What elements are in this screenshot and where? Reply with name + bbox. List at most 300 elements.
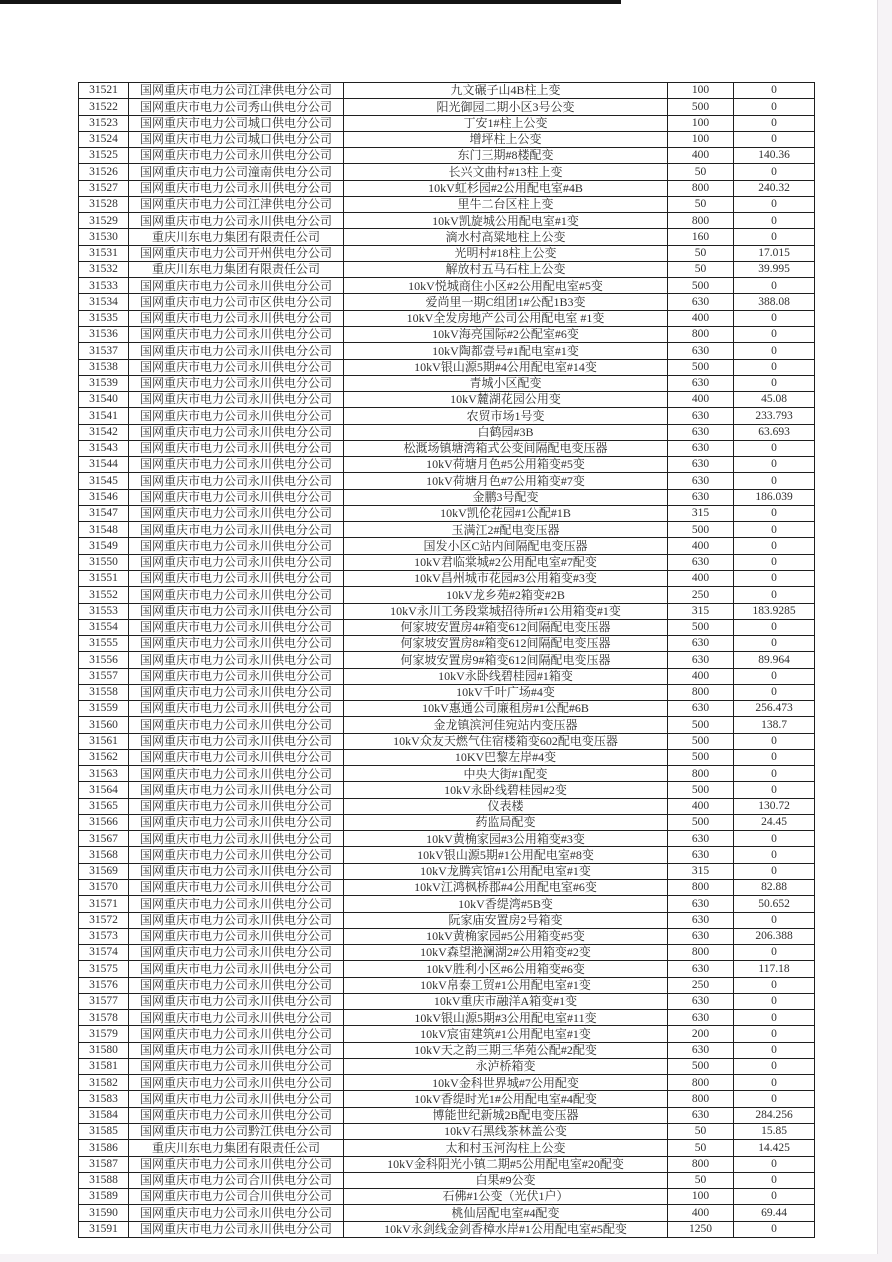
capacity-cell: 800 [668, 684, 734, 700]
row-id-cell: 31544 [79, 457, 129, 473]
row-id-cell: 31521 [79, 83, 129, 99]
capacity-cell: 800 [668, 1075, 734, 1091]
capacity-cell: 400 [668, 1205, 734, 1221]
capacity-cell: 100 [668, 83, 734, 99]
table-row [79, 196, 815, 212]
capacity-cell: 500 [668, 749, 734, 765]
value-cell: 0 [734, 359, 815, 375]
table-row [79, 652, 815, 668]
company-cell: 国网重庆市电力公司永川供电分公司 [129, 1058, 344, 1074]
company-cell: 国网重庆市电力公司永川供电分公司 [129, 636, 344, 652]
capacity-cell: 800 [668, 213, 734, 229]
value-cell: 240.32 [734, 180, 815, 196]
table-row [79, 229, 815, 245]
capacity-cell: 630 [668, 912, 734, 928]
company-cell: 国网重庆市电力公司市区供电分公司 [129, 294, 344, 310]
capacity-cell: 500 [668, 99, 734, 115]
value-cell: 0 [734, 977, 815, 993]
capacity-cell: 630 [668, 831, 734, 847]
table-row [79, 1107, 815, 1123]
transformer-name-cell: 10kV黄桷家园#5公用箱变#5变 [344, 928, 668, 944]
table-row [79, 245, 815, 261]
row-id-cell: 31542 [79, 424, 129, 440]
table-row [79, 1026, 815, 1042]
table-row [79, 570, 815, 586]
capacity-cell: 500 [668, 814, 734, 830]
value-cell: 15.85 [734, 1124, 815, 1140]
company-cell: 国网重庆市电力公司城口供电分公司 [129, 131, 344, 147]
company-cell: 国网重庆市电力公司江津供电分公司 [129, 196, 344, 212]
company-cell: 国网重庆市电力公司永川供电分公司 [129, 945, 344, 961]
table-row [79, 554, 815, 570]
row-id-cell: 31559 [79, 701, 129, 717]
company-cell: 国网重庆市电力公司永川供电分公司 [129, 684, 344, 700]
company-cell: 重庆川东电力集团有限责任公司 [129, 1140, 344, 1156]
row-id-cell: 31563 [79, 766, 129, 782]
value-cell: 0 [734, 196, 815, 212]
row-id-cell: 31573 [79, 928, 129, 944]
capacity-cell: 500 [668, 782, 734, 798]
row-id-cell: 31584 [79, 1107, 129, 1123]
table-row [79, 1172, 815, 1188]
table-row [79, 180, 815, 196]
company-cell: 国网重庆市电力公司永川供电分公司 [129, 928, 344, 944]
table-row [79, 164, 815, 180]
value-cell: 0 [734, 733, 815, 749]
value-cell: 0 [734, 522, 815, 538]
company-cell: 国网重庆市电力公司永川供电分公司 [129, 993, 344, 1009]
table-row [79, 83, 815, 99]
capacity-cell: 50 [668, 1172, 734, 1188]
capacity-cell: 400 [668, 570, 734, 586]
table-row [79, 1140, 815, 1156]
table-row [79, 359, 815, 375]
value-cell: 0 [734, 749, 815, 765]
capacity-cell: 630 [668, 489, 734, 505]
transformer-name-cell: 博能世纪新城2B配电变压器 [344, 1107, 668, 1123]
transformer-name-cell: 10kV虹杉园#2公用配电室#4B [344, 180, 668, 196]
capacity-cell: 400 [668, 392, 734, 408]
row-id-cell: 31561 [79, 733, 129, 749]
transformer-name-cell: 10kV宸宙建筑#1公用配电室#1变 [344, 1026, 668, 1042]
value-cell: 0 [734, 636, 815, 652]
transformer-name-cell: 解放村五马石柱上公变 [344, 261, 668, 277]
capacity-cell: 500 [668, 717, 734, 733]
company-cell: 国网重庆市电力公司永川供电分公司 [129, 505, 344, 521]
capacity-cell: 630 [668, 343, 734, 359]
value-cell: 0 [734, 115, 815, 131]
transformer-name-cell: 10kV江鸿枫桥郡#4公用配电室#6变 [344, 880, 668, 896]
transformer-name-cell: 阮家庙安置房2号箱变 [344, 912, 668, 928]
capacity-cell: 50 [668, 164, 734, 180]
table-row [79, 115, 815, 131]
company-cell: 国网重庆市电力公司潼南供电分公司 [129, 164, 344, 180]
company-cell: 国网重庆市电力公司永川供电分公司 [129, 977, 344, 993]
table-row [79, 489, 815, 505]
company-cell: 国网重庆市电力公司永川供电分公司 [129, 522, 344, 538]
value-cell: 0 [734, 99, 815, 115]
transformer-name-cell: 药监局配变 [344, 814, 668, 830]
value-cell: 0 [734, 993, 815, 1009]
value-cell: 0 [734, 831, 815, 847]
company-cell: 国网重庆市电力公司永川供电分公司 [129, 961, 344, 977]
company-cell: 国网重庆市电力公司永川供电分公司 [129, 213, 344, 229]
company-cell: 国网重庆市电力公司永川供电分公司 [129, 749, 344, 765]
transformer-name-cell: 10kV胜利小区#6公用箱变#6变 [344, 961, 668, 977]
value-cell: 0 [734, 131, 815, 147]
row-id-cell: 31574 [79, 945, 129, 961]
value-cell: 0 [734, 213, 815, 229]
table-row [79, 701, 815, 717]
transformer-name-cell: 国发小区C站内间隔配电变压器 [344, 538, 668, 554]
company-cell: 国网重庆市电力公司秀山供电分公司 [129, 99, 344, 115]
transformer-name-cell: 桃仙居配电室#4配变 [344, 1205, 668, 1221]
company-cell: 国网重庆市电力公司永川供电分公司 [129, 1042, 344, 1058]
table-row [79, 457, 815, 473]
transformer-name-cell: 10kV荷塘月色#7公用箱变#7变 [344, 473, 668, 489]
transformer-name-cell: 青城小区配变 [344, 375, 668, 391]
table-row [79, 1124, 815, 1140]
table-row [79, 1058, 815, 1074]
transformer-name-cell: 10kV惠通公司廉租房#1公配#6B [344, 701, 668, 717]
value-cell: 0 [734, 570, 815, 586]
table-row [79, 343, 815, 359]
company-cell: 国网重庆市电力公司永川供电分公司 [129, 587, 344, 603]
transformer-name-cell: 10kV悦城商住小区#2公用配电室#5变 [344, 278, 668, 294]
table-row [79, 733, 815, 749]
transformer-name-cell: 10kV石黑线茶林盖公变 [344, 1124, 668, 1140]
value-cell: 45.08 [734, 392, 815, 408]
company-cell: 国网重庆市电力公司江津供电分公司 [129, 83, 344, 99]
transformer-name-cell: 10kV天之韵三期三华苑公配#2配变 [344, 1042, 668, 1058]
row-id-cell: 31589 [79, 1189, 129, 1205]
company-cell: 国网重庆市电力公司永川供电分公司 [129, 1205, 344, 1221]
transformer-name-cell: 白鹤园#3B [344, 424, 668, 440]
row-id-cell: 31546 [79, 489, 129, 505]
row-id-cell: 31580 [79, 1042, 129, 1058]
capacity-cell: 800 [668, 180, 734, 196]
company-cell: 国网重庆市电力公司永川供电分公司 [129, 1107, 344, 1123]
company-cell: 国网重庆市电力公司永川供电分公司 [129, 359, 344, 375]
company-cell: 重庆川东电力集团有限责任公司 [129, 261, 344, 277]
row-id-cell: 31537 [79, 343, 129, 359]
company-cell: 国网重庆市电力公司永川供电分公司 [129, 814, 344, 830]
company-cell: 国网重庆市电力公司永川供电分公司 [129, 798, 344, 814]
row-id-cell: 31586 [79, 1140, 129, 1156]
value-cell: 0 [734, 1058, 815, 1074]
table-row [79, 717, 815, 733]
row-id-cell: 31535 [79, 310, 129, 326]
transformer-name-cell: 10kV重庆市融洋A箱变#1变 [344, 993, 668, 1009]
page-right-edge [877, 0, 892, 1262]
row-id-cell: 31569 [79, 863, 129, 879]
table-row [79, 131, 815, 147]
value-cell: 183.9285 [734, 603, 815, 619]
row-id-cell: 31550 [79, 554, 129, 570]
transformer-name-cell: 白果#9公变 [344, 1172, 668, 1188]
value-cell: 14.425 [734, 1140, 815, 1156]
row-id-cell: 31577 [79, 993, 129, 1009]
transformer-name-cell: 10kV金科阳光小镇二期#5公用配电室#20配变 [344, 1156, 668, 1172]
capacity-cell: 250 [668, 977, 734, 993]
value-cell: 0 [734, 766, 815, 782]
table-row [79, 310, 815, 326]
capacity-cell: 1250 [668, 1221, 734, 1237]
capacity-cell: 500 [668, 733, 734, 749]
table-row [79, 863, 815, 879]
transformer-name-cell: 10kV龙乡苑#2箱变#2B [344, 587, 668, 603]
row-id-cell: 31522 [79, 99, 129, 115]
value-cell: 39.995 [734, 261, 815, 277]
table-row [79, 213, 815, 229]
table-row [79, 326, 815, 342]
row-id-cell: 31534 [79, 294, 129, 310]
value-cell: 50.652 [734, 896, 815, 912]
company-cell: 国网重庆市电力公司永川供电分公司 [129, 473, 344, 489]
table-row [79, 392, 815, 408]
table-row [79, 619, 815, 635]
row-id-cell: 31585 [79, 1124, 129, 1140]
top-edge-bar [0, 0, 621, 4]
value-cell: 0 [734, 505, 815, 521]
row-id-cell: 31543 [79, 440, 129, 456]
value-cell: 140.36 [734, 148, 815, 164]
table-row [79, 261, 815, 277]
company-cell: 国网重庆市电力公司永川供电分公司 [129, 863, 344, 879]
value-cell: 0 [734, 847, 815, 863]
transformer-name-cell: 10KV巴黎左岸#4变 [344, 749, 668, 765]
capacity-cell: 400 [668, 310, 734, 326]
transformer-name-cell: 10kV龙腾宾馆#1公用配电室#1变 [344, 863, 668, 879]
value-cell: 388.08 [734, 294, 815, 310]
transformer-name-cell: 何家坡安置房4#箱变612间隔配电变压器 [344, 619, 668, 635]
company-cell: 国网重庆市电力公司永川供电分公司 [129, 880, 344, 896]
company-cell: 国网重庆市电力公司永川供电分公司 [129, 603, 344, 619]
value-cell: 0 [734, 587, 815, 603]
table-row [79, 749, 815, 765]
capacity-cell: 630 [668, 701, 734, 717]
capacity-cell: 630 [668, 1042, 734, 1058]
row-id-cell: 31533 [79, 278, 129, 294]
capacity-cell: 800 [668, 1091, 734, 1107]
row-id-cell: 31553 [79, 603, 129, 619]
row-id-cell: 31555 [79, 636, 129, 652]
table-row [79, 1010, 815, 1026]
table-row [79, 1221, 815, 1237]
transformer-name-cell: 东门三期#8楼配变 [344, 148, 668, 164]
company-cell: 国网重庆市电力公司永川供电分公司 [129, 310, 344, 326]
company-cell: 国网重庆市电力公司永川供电分公司 [129, 424, 344, 440]
row-id-cell: 31540 [79, 392, 129, 408]
row-id-cell: 31545 [79, 473, 129, 489]
table-row [79, 945, 815, 961]
company-cell: 国网重庆市电力公司黔江供电分公司 [129, 1124, 344, 1140]
table-row [79, 505, 815, 521]
capacity-cell: 630 [668, 896, 734, 912]
transformer-name-cell: 金龙镇滨河佳宛站内变压器 [344, 717, 668, 733]
company-cell: 重庆川东电力集团有限责任公司 [129, 229, 344, 245]
transformer-name-cell: 长兴文曲村#13柱上变 [344, 164, 668, 180]
value-cell: 0 [734, 1042, 815, 1058]
value-cell: 82.88 [734, 880, 815, 896]
capacity-cell: 160 [668, 229, 734, 245]
table-row [79, 440, 815, 456]
row-id-cell: 31568 [79, 847, 129, 863]
transformer-name-cell: 何家坡安置房8#箱变612间隔配电变压器 [344, 636, 668, 652]
table-row [79, 668, 815, 684]
value-cell: 89.964 [734, 652, 815, 668]
row-id-cell: 31558 [79, 684, 129, 700]
company-cell: 国网重庆市电力公司永川供电分公司 [129, 570, 344, 586]
value-cell: 0 [734, 83, 815, 99]
capacity-cell: 50 [668, 261, 734, 277]
transformer-name-cell: 农贸市场1号变 [344, 408, 668, 424]
value-cell: 0 [734, 1221, 815, 1237]
company-cell: 国网重庆市电力公司永川供电分公司 [129, 375, 344, 391]
row-id-cell: 31549 [79, 538, 129, 554]
company-cell: 国网重庆市电力公司永川供电分公司 [129, 619, 344, 635]
transformer-name-cell: 九文碾子山4B柱上变 [344, 83, 668, 99]
transformer-name-cell: 10kV凯旋城公用配电室#1变 [344, 213, 668, 229]
row-id-cell: 31582 [79, 1075, 129, 1091]
company-cell: 国网重庆市电力公司永川供电分公司 [129, 701, 344, 717]
capacity-cell: 500 [668, 278, 734, 294]
capacity-cell: 100 [668, 115, 734, 131]
table-row [79, 831, 815, 847]
capacity-cell: 630 [668, 424, 734, 440]
company-cell: 国网重庆市电力公司永川供电分公司 [129, 652, 344, 668]
capacity-cell: 630 [668, 473, 734, 489]
capacity-cell: 630 [668, 961, 734, 977]
table-row [79, 1189, 815, 1205]
capacity-cell: 630 [668, 554, 734, 570]
company-cell: 国网重庆市电力公司永川供电分公司 [129, 180, 344, 196]
value-cell: 0 [734, 863, 815, 879]
row-id-cell: 31556 [79, 652, 129, 668]
company-cell: 国网重庆市电力公司永川供电分公司 [129, 782, 344, 798]
table-row [79, 896, 815, 912]
row-id-cell: 31531 [79, 245, 129, 261]
transformer-name-cell: 10kV君临棠城#2公用配电室#7配变 [344, 554, 668, 570]
row-id-cell: 31526 [79, 164, 129, 180]
transformer-name-cell: 10kV香缇时光1#公用配电室#4配变 [344, 1091, 668, 1107]
value-cell: 0 [734, 1091, 815, 1107]
value-cell: 0 [734, 684, 815, 700]
transformer-name-cell: 何家坡安置房9#箱变612间隔配电变压器 [344, 652, 668, 668]
value-cell: 186.039 [734, 489, 815, 505]
table-row [79, 684, 815, 700]
transformer-name-cell: 里牛二台区柱上变 [344, 196, 668, 212]
table-row [79, 961, 815, 977]
table-row [79, 782, 815, 798]
row-id-cell: 31581 [79, 1058, 129, 1074]
row-id-cell: 31530 [79, 229, 129, 245]
row-id-cell: 31524 [79, 131, 129, 147]
row-id-cell: 31557 [79, 668, 129, 684]
company-cell: 国网重庆市电力公司开州供电分公司 [129, 245, 344, 261]
value-cell: 0 [734, 1010, 815, 1026]
row-id-cell: 31572 [79, 912, 129, 928]
row-id-cell: 31564 [79, 782, 129, 798]
value-cell: 256.473 [734, 701, 815, 717]
row-id-cell: 31570 [79, 880, 129, 896]
value-cell: 0 [734, 440, 815, 456]
capacity-cell: 100 [668, 131, 734, 147]
row-id-cell: 31552 [79, 587, 129, 603]
company-cell: 国网重庆市电力公司永川供电分公司 [129, 408, 344, 424]
capacity-cell: 630 [668, 993, 734, 1009]
table-row [79, 1156, 815, 1172]
row-id-cell: 31576 [79, 977, 129, 993]
value-cell: 0 [734, 782, 815, 798]
table-row [79, 814, 815, 830]
company-cell: 国网重庆市电力公司永川供电分公司 [129, 278, 344, 294]
value-cell: 0 [734, 1156, 815, 1172]
capacity-cell: 630 [668, 1010, 734, 1026]
company-cell: 国网重庆市电力公司永川供电分公司 [129, 1026, 344, 1042]
row-id-cell: 31566 [79, 814, 129, 830]
value-cell: 138.7 [734, 717, 815, 733]
table-row [79, 977, 815, 993]
capacity-cell: 400 [668, 798, 734, 814]
value-cell: 0 [734, 554, 815, 570]
capacity-cell: 630 [668, 1107, 734, 1123]
transformer-name-cell: 10kV永卧线碧桂园#2变 [344, 782, 668, 798]
company-cell: 国网重庆市电力公司永川供电分公司 [129, 440, 344, 456]
capacity-cell: 50 [668, 1124, 734, 1140]
capacity-cell: 50 [668, 196, 734, 212]
value-cell: 0 [734, 229, 815, 245]
capacity-cell: 400 [668, 538, 734, 554]
value-cell: 117.18 [734, 961, 815, 977]
company-cell: 国网重庆市电力公司永川供电分公司 [129, 457, 344, 473]
table-row [79, 880, 815, 896]
value-cell: 17.015 [734, 245, 815, 261]
value-cell: 0 [734, 375, 815, 391]
transformer-name-cell: 10kV陶都壹号#1配电室#1变 [344, 343, 668, 359]
row-id-cell: 31575 [79, 961, 129, 977]
value-cell: 0 [734, 473, 815, 489]
value-cell: 0 [734, 278, 815, 294]
row-id-cell: 31551 [79, 570, 129, 586]
table-row [79, 912, 815, 928]
value-cell: 63.693 [734, 424, 815, 440]
transformer-name-cell: 金鹏3号配变 [344, 489, 668, 505]
capacity-cell: 800 [668, 326, 734, 342]
transformer-name-cell: 增坪柱上公变 [344, 131, 668, 147]
table-row [79, 766, 815, 782]
transformer-name-cell: 松溉场镇塘湾箱式公变间隔配电变压器 [344, 440, 668, 456]
table-row [79, 1075, 815, 1091]
transformer-name-cell: 10kV香缇湾#5B变 [344, 896, 668, 912]
transformer-name-cell: 爱尚里一期C组团1#公配1B3变 [344, 294, 668, 310]
table-row [79, 522, 815, 538]
company-cell: 国网重庆市电力公司永川供电分公司 [129, 847, 344, 863]
capacity-cell: 630 [668, 294, 734, 310]
company-cell: 国网重庆市电力公司永川供电分公司 [129, 1091, 344, 1107]
capacity-cell: 315 [668, 603, 734, 619]
capacity-cell: 630 [668, 375, 734, 391]
transformer-name-cell: 10kV帛泰工贸#1公用配电室#1变 [344, 977, 668, 993]
row-id-cell: 31525 [79, 148, 129, 164]
value-cell: 0 [734, 538, 815, 554]
capacity-cell: 800 [668, 880, 734, 896]
company-cell: 国网重庆市电力公司永川供电分公司 [129, 1075, 344, 1091]
table-row [79, 636, 815, 652]
capacity-cell: 400 [668, 148, 734, 164]
capacity-cell: 630 [668, 928, 734, 944]
company-cell: 国网重庆市电力公司永川供电分公司 [129, 668, 344, 684]
